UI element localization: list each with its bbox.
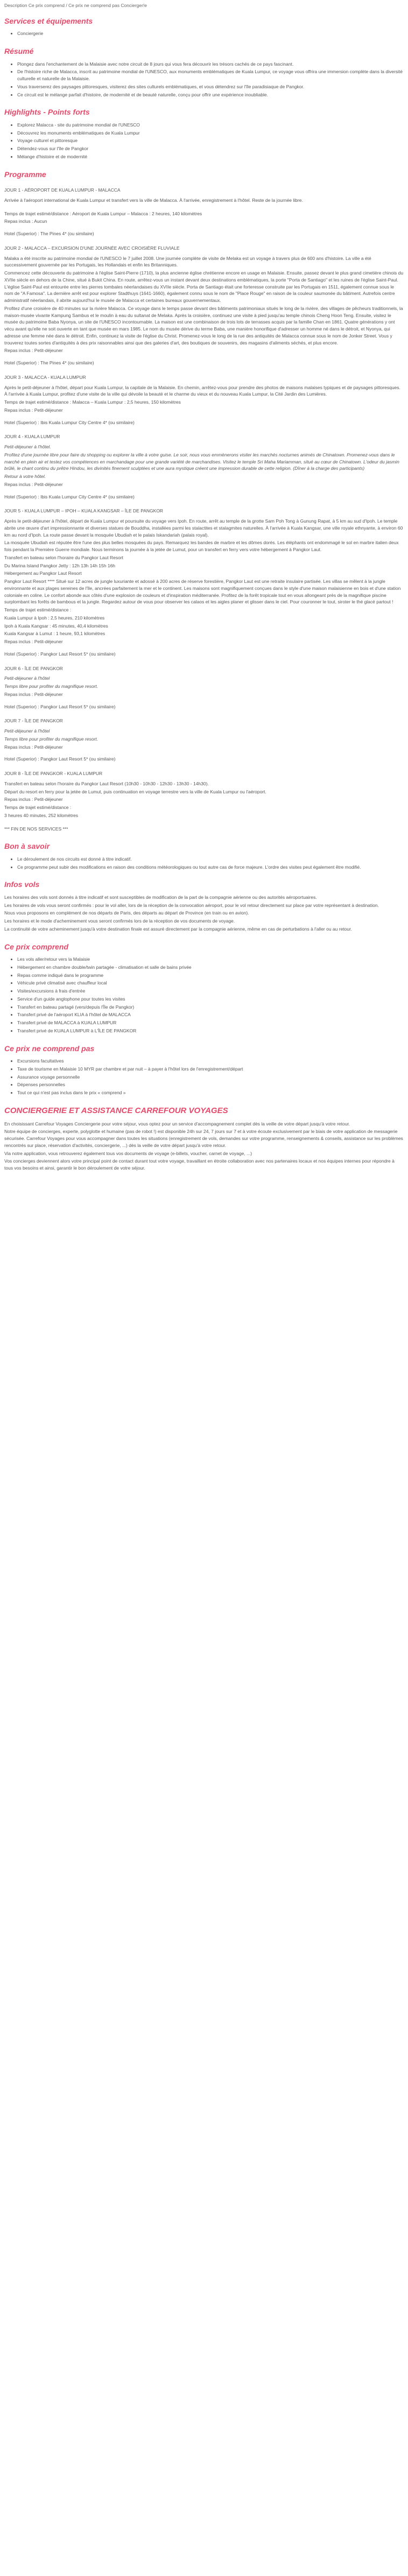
day-title: JOUR 5 - KUALA LUMPUR – IPOH – KUALA KANGSAR – ÎLE DE PANGKOR [4,508,164,514]
services-title: Services et équipements [4,16,93,25]
day-title: JOUR 8 - ÎLE DE PANGKOR - KUALA LUMPUR [4,771,103,776]
list-item: • De l'histoire riche de Malacca, inscrit au patrimoine mondial de l'UNESCO, aux monuments emblématiques de Kuala Lumpur, ce voyage vous offrira une immersion complète dans la diversité culturelle et naturelle de la Malaisie. [17,68,404,82]
day-paragraph: Repas inclus : Petit-déjeuner [4,744,63,750]
conciergerie-title: CONCIERGERIE ET ASSISTANCE CARREFOUR VOYAGES [4,1106,228,1115]
list-item: • Taxe de tourisme en Malaisie 10 MYR par chambre et par nuit – à payer à l'hôtel lors de l'enregistrement/départ [17,1066,404,1073]
conciergerie-paragraph: Vos concierges deviennent alors votre principal point de contact durant tout votre voyage, travaillant en étroite collaboration avec nos partenaires locaux et nos équipes internes pour répondre à tous vos besoins et ainsi, garantir le bon déroulement de votre séjour. [4,1158,395,1171]
programme-day [4,187,404,237]
day-paragraph: Repas inclus : Petit-déjeuner [4,691,63,697]
programme-section [4,170,404,833]
bon-savoir-title: Bon à savoir [4,842,50,851]
programme-day [4,245,404,367]
list-item: • Transfert privé de l'aéroport KLIA à l'hôtel de MALACCA [17,1011,404,1018]
day-paragraph: Repas inclus : Petit-déjeuner [4,797,63,803]
list-item: • Excursions facultatives [17,1058,404,1065]
day-paragraph: Petit-déjeuner à l'hôtel [4,675,50,681]
day-paragraph: Départ du resort en ferry pour la jetée de Lumut, puis continuation en voyage terrestre vers la ville de Kuala Lumpur ou l'aéroport. [4,789,266,794]
list-item: • Explorez Malacca - site du patrimoine mondial de l'UNESCO [17,122,404,129]
list-item: • Transfert privé de KUALA LUMPUR à L'ÎLE DE PANGKOR [17,1027,404,1034]
list-item: • Hébergement en chambre double/twin partagée - climatisation et salle de bains privée [17,964,404,971]
infos-vols-section [4,880,404,932]
comprend-section [4,942,404,1034]
list-item: • Ce circuit est le mélange parfait d'histoire, de modernité et de beauté naturelle, conçu pour offrir une expérience inoubliable. [17,92,404,98]
programme-days [4,187,404,832]
list-item: • Transfert privé de MALACCA à KUALA LUMPUR [17,1019,404,1026]
programme-title: Programme [4,170,46,179]
day-paragraph: Temps libre pour profiter du magnifique resort. [4,684,99,689]
infos-paragraph: Nous vous proposons en complément de nos départs de Paris, des départs au départ de Province (en train ou en avion). [4,910,249,916]
day-paragraph: 3 heures 40 minutes, 252 kilomètres [4,812,79,818]
programme-day [4,665,404,710]
day-paragraph: Kuala Kangsar à Lumut : 1 heure, 93,1 kilomètres [4,631,105,637]
highlights-title: Highlights - Points forts [4,108,90,117]
day-paragraph: Ipoh à Kuala Kangsar : 45 minutes, 40,4 kilomètres [4,623,108,629]
conciergerie-paragraph: Notre équipe de concierges, experte, polyglotte et humaine (pas de robot !) est disponible 24h sur 24, 7 jours sur 7 et à votre écoute exclusivement par le biais de votre application de messagerie sécurisée. Carrefour Voyages pour vous accompagner dans toutes les situations (enregistrement de vols, demandes sur votre programme, renseignements & conseils, assistance sur les problèmes rencontrés sur place, réservation d'activités, conciergerie, ...) dès la veille de votre départ jusqu'à votre retour. [4,1129,403,1148]
day-paragraph: Du Marina Island Pangkor Jetty : 12h 13h 14h 15h 16h [4,562,116,568]
day-paragraph: Repas inclus : Petit-déjeuner [4,639,63,644]
day-paragraph: Profitez d'une journée libre pour faire du shopping ou explorer la ville à votre guise. Le soir, nous vous emmènerons visiter les marchés nocturnes animés de Chinatown. Promenez-vous dans le marché en plein air et testez vos compétences en marchandage pour une grande variété de marchandises. Visitez le temple Sri Maha Mariamman, situé au cœur de Chinatown. L'odeur du jasmin brûlé, le chant continu du prêtre Hindou, les divinités finement sculptées et une aura mystique créent une impression durable de cette religion. (Dîner à la charge des participants) [4,452,399,471]
infos-paragraph: Les horaires et le mode d'acheminement vous seront confirmés lors de la réception de vos documents de voyage. [4,918,235,924]
page [0,0,408,1172]
list-item: • Détendez-vous sur l'île de Pangkor [17,145,404,152]
list-item: • Service d'un guide anglophone pour toutes les visites [17,996,404,1003]
programme-day [4,717,404,763]
infos-vols-title: Infos vols [4,880,40,889]
infos-paragraph: Les horaires des vols sont donnés à titre indicatif et sont susceptibles de modification de la part de la compagnie aérienne ou des autorités aéroportuaires. [4,894,317,900]
hotel-line: Hotel (Superior) : The Pines 4* (ou similaire) [4,231,94,236]
programme-day [4,508,404,657]
list-item: • Vous traverserez des paysages pittoresques, visiterez des sites culturels emblématiques, et vous détendrez sur l'île paradisiaque de Pangkor. [17,83,404,90]
conciergerie-paragraph: Via notre application, vous retrouverez également tous vos documents de voyage (e-billets, voucher, carnet de voyage, ...) [4,1150,252,1156]
services-section [4,17,404,37]
list-item: • Dépenses personnelles [17,1081,404,1088]
hotel-line: Hotel (Superior) : The Pines 4* (ou similaire) [4,360,94,365]
comprend-list [4,956,404,1034]
conciergerie-section [4,1106,404,1172]
day-paragraph: *** FIN DE NOS SERVICES *** [4,826,68,832]
day-paragraph: Profitez d'une croisière de 40 minutes sur la rivière Malacca. Ce voyage dans le temps passe devant des bâtiments patrimoniaux situés le long de la rivière, des villages de pêcheurs traditionnels, la maison-musée vivante Kampung Sambus et le moulin à eau du sultanat de Melaka. Après la croisière, continuez une visite à pied jusqu'au temple chinois Cheng Hoon Teng. Ensuite, visitez le musée du patrimoine Baba Nyonya, un site de l'UNESCO incontournable. La maison est une combinaison de trois lots de terrasses acquis par la famille Chan en 1861. Quatre générations y ont vécu avant qu'elle ne soit ouverte en tant que musée en mars 1985. Le nom du musée dérive du terme Baba, une manière honorifique d'adresser un homme né dans le détroit, et Nyonya, qui adresse une femme née dans le détroit. Enfin, continuez la visite de l'église du Christ. Promenez-vous le long de la rue des antiquités de Malacca connue sous le nom de Jonker Street. Vous y trouverez toutes sortes d'antiquités à des prix raisonnables ainsi que des galeries d'art, des boutiques de souvenirs, des magasins d'aliments séchés, et plus encore. [4,305,403,346]
bon-savoir-section [4,842,404,870]
day-paragraph: Petit-déjeuner à l'hôtel [4,728,50,734]
day-paragraph: Arrivée à l'aéroport international de Kuala Lumpur et transfert vers la ville de Malacca. À l'arrivée, enregistrement à l'hôtel. Reste de la journée libre. [4,197,303,203]
ne-comprend-title: Ce prix ne comprend pas [4,1044,95,1053]
list-item: • Visites/excursions à frais d'entrée [17,988,404,995]
list-item: • Les vols aller/retour vers la Malaisie [17,956,404,963]
day-paragraph: Retour à votre hôtel. [4,474,46,479]
day-paragraph: Repas inclus : Aucun [4,219,47,224]
day-paragraph: Temps de trajet estimé/distance : [4,805,72,810]
list-item: • Repas comme indiqué dans le programme [17,972,404,979]
resume-list [4,61,404,98]
infos-paragraph: Les horaires de vols vous seront confirmés : pour le vol aller, lors de la réception de la convocation aéroport, pour le vol retour directement sur place par votre représentant à destination. [4,902,379,908]
day-paragraph: Transfert en bateau selon l'horaire du Pangkor Laut Resort (10h30 - 10h30 - 12h30 - 13h30 - 14h30). [4,780,209,786]
day-paragraph: Transfert en bateau selon l'horaire du Pangkor Laut Resort [4,554,124,560]
day-paragraph: Temps libre pour profiter du magnifique resort. [4,736,99,742]
day-paragraph: Commencez cette découverte du patrimoine à l'église Saint-Pierre (1710), la plus ancienne église chrétienne encore en usage en Malaisie. Ensuite, passez devant le plus grand cimetière chinois du XVIIe siècle en dehors de la Chine, situé à Bukit China. En route, arrêtez-vous un instant devant deux destinations emblématiques, la porte "Porta de Santiago" et les ruines de l'église Saint-Paul. L'église Saint-Paul est entourée entre les pierres tombales néerlandaises du XVIIe siècle. Porta de Santiago était une forteresse construite par les Portugais en 1511, également connue sous le nom de "A Famosa". La dernière arrêt est pour explorer Stadthuys (1641-1660), également connu sous le nom de "Place Rouge" en raison de la couleur saumonée du bâtiment. Autrefois centre administratif néerlandais, il abrite aujourd'hui le musée de Malacca et certaines bureaux gouvernementaux. [4,270,404,303]
day-paragraph: Repas inclus : Petit-déjeuner [4,407,63,413]
hotel-line: Hotel (Superior) : Pangkor Laut Resort 5* (ou similaire) [4,703,116,709]
bon-savoir-list [4,856,404,871]
day-title: JOUR 4 - KUALA LUMPUR [4,434,60,440]
programme-day [4,770,404,832]
day-paragraph: La mosquée Ubudiah est réputée être l'une des plus belles mosquées du pays. Remarquez les bandes de marbre et les dômes dorés. Les éléphants ont endommagé le sol en marbre italien deux fois pendant la Première Guerre mondiale. Nous terminons la journée à la jetée de Lumut, pour un transfert en ferry vers votre hébergement à Pangkor Laut. [4,540,399,552]
day-paragraph: Pangkor Laut Resort **** Situé sur 12 acres de jungle luxuriante et adossé à 200 acres de réserve forestière, Pangkor Laut est une retraite insulaire partisée. Les villas se mêlent à la jungle environnante et aux plages sereines de l'île, ancrées parfaitement la mer et le continent. Les maisons sont magnifiquement conçues dans le style d'une maison malaisienne en bois et d'une station coloniale en coline. Le confort abonde aux côtés d'une explosion de couleurs et d'inspiration méditerranée. Profitez de la forêt tropicale tout en vous allongeant près de la magnifique piscine surplombant les forêts de bambous et la jungle. Regardez autour de vous pour observer les calaos et les aigles planer et glisser dans le ciel. Pour couronner le tout, siroter le thé glacé partout ! [4,579,401,605]
highlights-section [4,108,404,160]
breadcrumb: Description Ce prix comprend / Ce prix ne comprend pas Concierger!e [4,3,147,8]
day-paragraph: Repas inclus : Petit-déjeuner [4,348,63,354]
highlights-list [4,122,404,160]
list-item: • Tout ce qui n'est pas inclus dans le prix « comprend » [17,1089,404,1096]
day-title: JOUR 7 - ÎLE DE PANGKOR [4,718,63,724]
list-item: • Découvrez les monuments emblématiques de Kuala Lumpur [17,130,404,137]
comprend-title: Ce prix comprend [4,942,69,951]
infos-paragraph: La continuité de votre acheminement jusqu'à votre destination finale est assuré directement par la compagnie aérienne, même en cas de perturbations à l'aller ou au retour. [4,926,352,932]
list-item: • Assurance voyage personnelle [17,1074,404,1081]
day-paragraph [4,205,404,209]
day-paragraph: Temps de trajet estimé/distance : Malacca – Kuala Lumpur : 2,5 heures, 150 kilomètres [4,399,181,405]
day-paragraph: Temps de trajet estimé/distance : Aéroport de Kuala Lumpur – Malacca : 2 heures, 140 kilomètres [4,210,202,216]
day-paragraph [4,820,404,825]
list-item: • Conciergerie [17,30,404,37]
hotel-line: Hotel (Superior) : Ibis Kuala Lumpur City Centre 4* (ou similaire) [4,419,135,425]
day-paragraph: Après le petit-déjeuner à l'hôtel, départ de Kuala Lumpur et poursuite du voyage vers Ipoh. En route, arrêt au temple de la grotte Sam Poh Tong à Gunung Rapat, à 5 km au sud d'Ipoh. Le temple abrite une œuvre d'art impressionnante et diverses statues de Bouddha, installées parmi les stalactites et stalagmites naturelles. À l'arrivée à Kuala Kangsar, une ville royale ethnyante, à environ 60 km au nord d'Ipoh. La route passe devant la mosquée Ubudiah et le palais Iskandariah (palais royal). [4,518,403,538]
programme-day [4,374,404,426]
list-item: • Véhicule privé climatisé avec chauffeur local [17,980,404,987]
hotel-line: Hotel (Superior) : Ibis Kuala Lumpur City Centre 4* (ou similaire) [4,494,135,499]
day-paragraph: Temps de trajet estimé/distance : [4,607,72,613]
list-item: • Voyage culturel et pittoresque [17,137,404,144]
hotel-line: Hotel (Superior) : Pangkor Laut Resort 5* (ou similaire) [4,651,116,657]
list-item: • Ce programme peut subir des modifications en raison des conditions météorologiques ou tout autre cas de force majeure. L'ordre des visites peut également être modifié. [17,864,404,871]
ne-comprend-list [4,1058,404,1096]
day-title: JOUR 1 - AÉROPORT DE KUALA LUMPUR - MALACCA [4,187,121,193]
services-list [4,30,404,37]
programme-day [4,433,404,500]
conciergerie-paragraph: En choisissant Carrefour Voyages Conciergerie pour votre séjour, vous optez pour un service d'accompagnement complet dès la veille de votre départ jusqu'à votre retour. [4,1121,350,1127]
list-item: • Plongez dans l'enchantement de la Malaisie avec notre circuit de 8 jours qui vous fera découvrir les trésors cachés de ce pays fascinant. [17,61,404,68]
day-paragraph: Malaka a été inscrite au patrimoine mondial de l'UNESCO le 7 juillet 2008. Une journée complète de visite de Melaka est un voyage à travers plus de 600 ans d'histoire. La ville a été successivement gouvernée par les Portugais, les Hollandais et enfin les Britanniques. [4,255,371,268]
ne-comprend-section [4,1044,404,1096]
resume-title: Résumé [4,47,34,55]
day-title: JOUR 6 - ÎLE DE PANGKOR [4,665,63,671]
day-title: JOUR 3 - MALACCA - KUALA LUMPUR [4,374,86,380]
day-title: JOUR 2 - MALACCA – EXCURSION D'UNE JOURNÉE AVEC CROISIÈRE FLUVIALE [4,245,180,251]
list-item: • Mélange d'histoire et de modernité [17,153,404,160]
list-item: • Le déroulement de nos circuits est donné à titre indicatif. [17,856,404,863]
day-paragraph: Kuala Lumpur à Ipoh : 2,5 heures, 210 kilomètres [4,615,105,621]
hotel-line: Hotel (Superior) : Pangkor Laut Resort 5* (ou similaire) [4,756,116,762]
list-item: • Transfert en bateau partagé (vers/depuis l'Île de Pangkor) [17,1004,404,1011]
day-paragraph: Repas inclus : Petit-déjeuner [4,481,63,487]
day-paragraph: Après le petit-déjeuner à l'hôtel, départ pour Kuala Lumpur, la capitale de la Malaisie. En chemin, arrêtez-vous pour prendre des photos de maisons malaises typiques et de paysages pittoresques. À l'arrivée à Kuala Lumpur, profitez d'une visite de la ville qui dévoile la beauté et le charme du vieux et du nouveau Kuala Lumpur, la Cité Jardin des Lumières. [4,384,400,397]
day-paragraph: Hébergement au Pangkor Laut Resort [4,571,82,576]
resume-section [4,47,404,98]
day-paragraph: Petit-déjeuner à l'hôtel. [4,444,51,449]
